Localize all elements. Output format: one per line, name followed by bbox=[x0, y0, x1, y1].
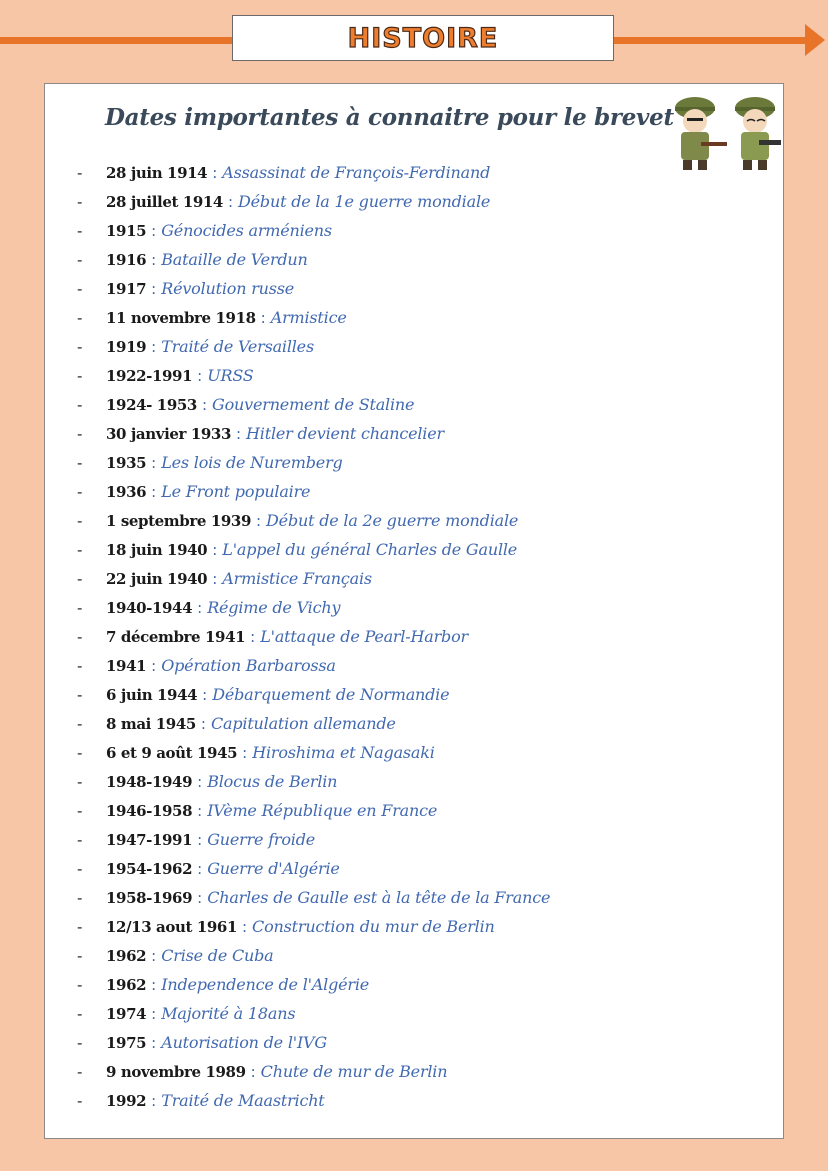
timeline-item bbox=[77, 883, 550, 912]
bullet-dash: - bbox=[77, 888, 83, 907]
event-description: Le Front populaire bbox=[161, 482, 311, 501]
banner-line-right bbox=[614, 37, 810, 44]
banner bbox=[232, 15, 614, 61]
separator-colon: : bbox=[197, 888, 203, 907]
event-date: 18 juin 1940 bbox=[106, 540, 208, 559]
separator-colon: : bbox=[151, 482, 157, 501]
bullet-dash: - bbox=[77, 685, 83, 704]
event-description: Armistice bbox=[270, 308, 347, 327]
event-date: 1992 bbox=[106, 1091, 147, 1110]
timeline-item bbox=[77, 332, 550, 361]
event-description: Armistice Français bbox=[222, 569, 372, 588]
separator-colon: : bbox=[200, 714, 206, 733]
event-description: Capitulation allemande bbox=[210, 714, 396, 733]
separator-colon: : bbox=[151, 250, 157, 269]
timeline-item bbox=[77, 825, 550, 854]
bullet-dash: - bbox=[77, 511, 83, 530]
separator-colon: : bbox=[197, 772, 203, 791]
event-date: 1917 bbox=[106, 279, 147, 298]
event-description: Chute de mur de Berlin bbox=[260, 1062, 448, 1081]
bullet-dash: - bbox=[77, 221, 83, 240]
event-description: Charles de Gaulle est à la tête de la France bbox=[207, 888, 551, 907]
bullet-dash: - bbox=[77, 250, 83, 269]
timeline-item bbox=[77, 448, 550, 477]
timeline-item bbox=[77, 767, 550, 796]
separator-colon: : bbox=[212, 163, 218, 182]
bullet-dash: - bbox=[77, 743, 83, 762]
separator-colon: : bbox=[151, 337, 157, 356]
timeline-item bbox=[77, 158, 550, 187]
event-date: 12/13 aout 1961 bbox=[106, 917, 237, 936]
timeline-item bbox=[77, 535, 550, 564]
separator-colon: : bbox=[197, 801, 203, 820]
bullet-dash: - bbox=[77, 1004, 83, 1023]
separator-colon: : bbox=[235, 424, 242, 443]
bullet-dash: - bbox=[77, 540, 83, 559]
bullet-dash: - bbox=[77, 453, 83, 472]
event-date: 1962 bbox=[106, 975, 147, 994]
event-date: 1922-1991 bbox=[106, 366, 193, 385]
event-date: 11 novembre 1918 bbox=[106, 308, 256, 327]
bullet-dash: - bbox=[77, 569, 83, 588]
timeline-item bbox=[77, 738, 550, 767]
timeline-item bbox=[77, 854, 550, 883]
timeline-item bbox=[77, 622, 550, 651]
bullet-dash: - bbox=[77, 598, 83, 617]
event-description: Gouvernement de Staline bbox=[212, 395, 415, 414]
separator-colon: : bbox=[201, 395, 208, 414]
timeline-item bbox=[77, 361, 550, 390]
event-date: 9 novembre 1989 bbox=[106, 1062, 246, 1081]
timeline-item bbox=[77, 970, 550, 999]
timeline-item bbox=[77, 593, 550, 622]
event-date: 1974 bbox=[106, 1004, 147, 1023]
timeline-item bbox=[77, 506, 550, 535]
event-date: 1924- 1953 bbox=[106, 395, 197, 414]
separator-colon: : bbox=[241, 917, 248, 936]
event-date: 1948-1949 bbox=[106, 772, 193, 791]
separator-colon: : bbox=[151, 1033, 157, 1052]
timeline-item bbox=[77, 680, 550, 709]
separator-colon: : bbox=[197, 366, 203, 385]
bullet-dash: - bbox=[77, 482, 83, 501]
bullet-dash: - bbox=[77, 1091, 83, 1110]
event-date: 1919 bbox=[106, 337, 147, 356]
event-date: 22 juin 1940 bbox=[106, 569, 208, 588]
event-date: 1936 bbox=[106, 482, 147, 501]
event-date: 1 septembre 1939 bbox=[106, 511, 251, 530]
event-date: 1947-1991 bbox=[106, 830, 193, 849]
event-date: 30 janvier 1933 bbox=[106, 424, 231, 443]
event-date: 28 juillet 1914 bbox=[106, 192, 223, 211]
separator-colon: : bbox=[250, 1062, 256, 1081]
bullet-dash: - bbox=[77, 395, 83, 414]
separator-colon: : bbox=[151, 279, 157, 298]
event-description: URSS bbox=[207, 366, 254, 385]
timeline-item bbox=[77, 187, 550, 216]
timeline-item bbox=[77, 274, 550, 303]
separator-colon: : bbox=[151, 1004, 157, 1023]
event-date: 1935 bbox=[106, 453, 147, 472]
timeline-item bbox=[77, 1028, 550, 1057]
timeline-item bbox=[77, 390, 550, 419]
timeline-item bbox=[77, 912, 550, 941]
timeline-item bbox=[77, 796, 550, 825]
bullet-dash: - bbox=[77, 1062, 83, 1081]
timeline-item bbox=[77, 1057, 550, 1086]
event-date: 28 juin 1914 bbox=[106, 163, 208, 182]
event-description: Bataille de Verdun bbox=[161, 250, 308, 269]
event-description: Guerre froide bbox=[207, 830, 316, 849]
event-description: Génocides arméniens bbox=[161, 221, 332, 240]
soldier-icon bbox=[675, 97, 727, 170]
event-description: Les lois de Nuremberg bbox=[161, 453, 343, 472]
bullet-dash: - bbox=[77, 366, 83, 385]
separator-colon: : bbox=[151, 453, 157, 472]
event-description: Opération Barbarossa bbox=[161, 656, 336, 675]
separator-colon: : bbox=[212, 569, 218, 588]
bullet-dash: - bbox=[77, 192, 83, 211]
event-date: 7 décembre 1941 bbox=[106, 627, 246, 646]
timeline-item bbox=[77, 709, 550, 738]
page-title: Dates importantes à connaitre pour le brevet bbox=[105, 104, 674, 131]
timeline-item bbox=[77, 564, 550, 593]
timeline-item bbox=[77, 1086, 550, 1115]
event-description: IVème République en France bbox=[207, 801, 438, 820]
separator-colon: : bbox=[202, 685, 208, 704]
bullet-dash: - bbox=[77, 714, 83, 733]
event-description: Majorité à 18ans bbox=[161, 1004, 296, 1023]
timeline-item bbox=[77, 477, 550, 506]
timeline-item bbox=[77, 651, 550, 680]
bullet-dash: - bbox=[77, 279, 83, 298]
soldiers-illustration bbox=[667, 94, 785, 174]
timeline-item bbox=[77, 303, 550, 332]
event-date: 1916 bbox=[106, 250, 147, 269]
bullet-dash: - bbox=[77, 801, 83, 820]
separator-colon: : bbox=[197, 598, 203, 617]
event-description: L'attaque de Pearl-Harbor bbox=[260, 627, 468, 646]
event-date: 1962 bbox=[106, 946, 147, 965]
event-description: Construction du mur de Berlin bbox=[252, 917, 495, 936]
bullet-dash: - bbox=[77, 830, 83, 849]
event-date: 1975 bbox=[106, 1033, 147, 1052]
separator-colon: : bbox=[151, 946, 157, 965]
event-description: Hiroshima et Nagasaki bbox=[252, 743, 435, 762]
bullet-dash: - bbox=[77, 946, 83, 965]
bullet-dash: - bbox=[77, 1033, 83, 1052]
event-description: Assassinat de François-Ferdinand bbox=[222, 163, 491, 182]
timeline-item bbox=[77, 419, 550, 448]
event-description: Guerre d'Algérie bbox=[207, 859, 340, 878]
event-description: Traité de Maastricht bbox=[161, 1091, 325, 1110]
event-description: Hitler devient chancelier bbox=[246, 424, 444, 443]
event-description: Blocus de Berlin bbox=[207, 772, 338, 791]
event-description: Débarquement de Normandie bbox=[212, 685, 450, 704]
timeline-item bbox=[77, 216, 550, 245]
soldier-icon bbox=[735, 97, 781, 170]
separator-colon: : bbox=[151, 221, 157, 240]
separator-colon: : bbox=[197, 859, 203, 878]
event-date: 6 juin 1944 bbox=[106, 685, 198, 704]
timeline-item bbox=[77, 245, 550, 274]
event-description: L'appel du général Charles de Gaulle bbox=[222, 540, 518, 559]
separator-colon: : bbox=[227, 192, 234, 211]
event-description: Début de la 2e guerre mondiale bbox=[266, 511, 519, 530]
event-description: Independence de l'Algérie bbox=[161, 975, 370, 994]
event-date: 1958-1969 bbox=[106, 888, 193, 907]
bullet-dash: - bbox=[77, 772, 83, 791]
bullet-dash: - bbox=[77, 163, 83, 182]
separator-colon: : bbox=[151, 975, 157, 994]
bullet-dash: - bbox=[77, 975, 83, 994]
separator-colon: : bbox=[260, 308, 266, 327]
timeline-list bbox=[77, 158, 550, 1115]
event-date: 1940-1944 bbox=[106, 598, 193, 617]
event-date: 1954-1962 bbox=[106, 859, 193, 878]
bullet-dash: - bbox=[77, 859, 83, 878]
event-description: Autorisation de l'IVG bbox=[161, 1033, 327, 1052]
bullet-dash: - bbox=[77, 424, 83, 443]
banner-title: HISTOIRE bbox=[347, 22, 499, 54]
banner-line-left bbox=[0, 37, 234, 44]
bullet-dash: - bbox=[77, 917, 83, 936]
separator-colon: : bbox=[151, 656, 157, 675]
separator-colon: : bbox=[197, 830, 203, 849]
separator-colon: : bbox=[212, 540, 218, 559]
dates-card bbox=[44, 83, 784, 1139]
event-date: 1915 bbox=[106, 221, 147, 240]
bullet-dash: - bbox=[77, 337, 83, 356]
event-date: 8 mai 1945 bbox=[106, 714, 196, 733]
separator-colon: : bbox=[242, 743, 248, 762]
event-date: 6 et 9 août 1945 bbox=[106, 743, 238, 762]
event-description: Traité de Versailles bbox=[161, 337, 314, 356]
separator-colon: : bbox=[255, 511, 262, 530]
bullet-dash: - bbox=[77, 656, 83, 675]
timeline-item bbox=[77, 999, 550, 1028]
bullet-dash: - bbox=[77, 627, 83, 646]
event-date: 1941 bbox=[106, 656, 147, 675]
event-description: Crise de Cuba bbox=[161, 946, 274, 965]
bullet-dash: - bbox=[77, 308, 83, 327]
event-date: 1946-1958 bbox=[106, 801, 193, 820]
timeline-item bbox=[77, 941, 550, 970]
event-description: Début de la 1e guerre mondiale bbox=[238, 192, 491, 211]
arrow-right-icon bbox=[805, 24, 825, 56]
event-description: Régime de Vichy bbox=[207, 598, 341, 617]
separator-colon: : bbox=[151, 1091, 157, 1110]
separator-colon: : bbox=[250, 627, 256, 646]
event-description: Révolution russe bbox=[161, 279, 295, 298]
